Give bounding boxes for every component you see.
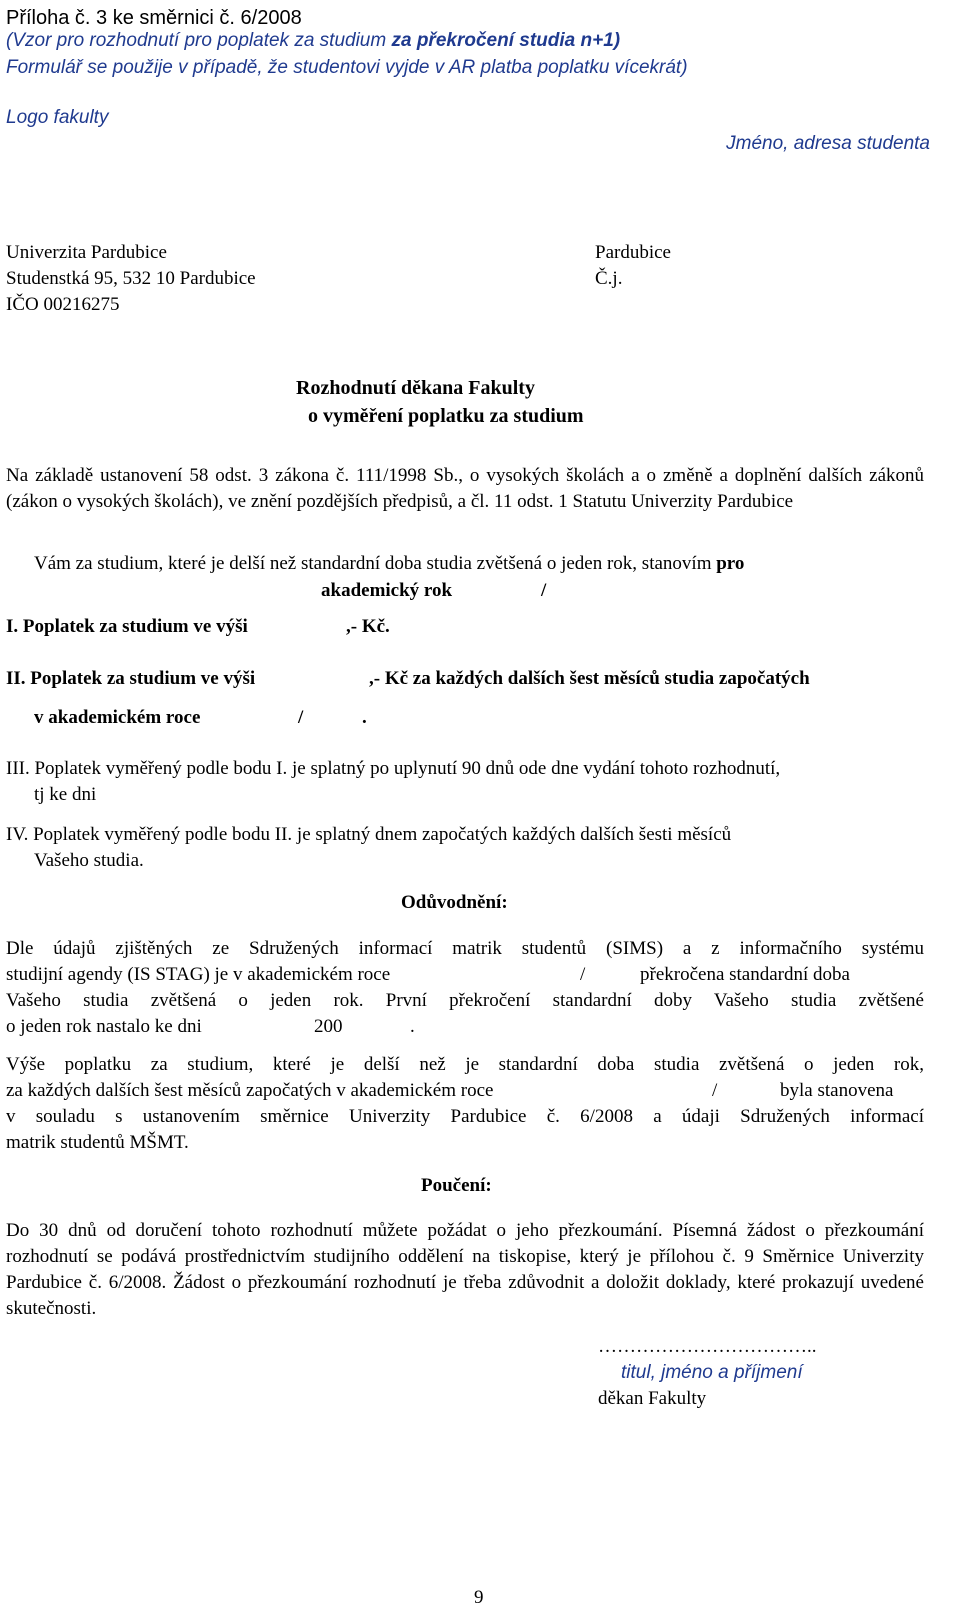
fee-paragraph-line4: matrik studentů MŠMT. [6,1132,189,1153]
justification-heading: Odůvodnění: [401,892,508,913]
place: Pardubice [595,242,671,263]
usage-note: Formulář se použije v případě, že studentovi vyjde v AR platba poplatku vícekrát) [6,57,688,78]
determination-plain: Vám za studium, které je delší než standardní doba studia zvětšená o jeden rok, stanovím [34,553,717,574]
sender-name: Univerzita Pardubice [6,242,167,263]
recipient-placeholder: Jméno, adresa studenta [726,133,930,154]
item-iii-line2: tj ke dni [34,784,97,805]
signature-role: děkan Fakulty [598,1388,707,1409]
item-i-unit: ,- Kč. [346,616,390,637]
reference-number: Č.j. [595,268,623,289]
template-note [6,30,620,53]
item-ii-unit: ,- Kč za každých dalších šest měsíců studia započatých [369,668,810,689]
item-ii-continuation: v akademickém roce [34,707,201,728]
justification-line3: Vašeho studia zvětšená o jeden rok. První překročení standardní doby Vašeho studia zvětšené [6,990,924,1011]
legal-basis-paragraph: Na základě ustanovení 58 odst. 3 zákona č. 111/1998 Sb., o vysokých školách a o změně a doplnění dalších zákonů (zákon o vysokých školách), ve znění pozdějších předpisů, a čl. 11 odst. 1 Statutu Univerzity Pardubice [6,465,924,512]
page-number: 9 [474,1587,484,1608]
justification-line1: Dle údajů zjištěných ze Sdružených informací matrik studentů (SIMS) a z informačního systému [6,938,924,959]
fee-paragraph-line2a: za každých dalších šest měsíců započatých v akademickém roce [6,1080,494,1101]
academic-year-label: akademický rok [321,580,453,601]
determination-bold: pro [716,553,745,574]
fee-paragraph-line3: v souladu s ustanovením směrnice Univerzity Pardubice č. 6/2008 a údaji Sdružených informací [6,1106,924,1127]
justification-line4a: o jeden rok nastalo ke dni [6,1016,202,1037]
logo-placeholder: Logo fakulty [6,107,109,128]
sender-street: Studenstká 95, 532 10 Pardubice [6,268,256,289]
fee-paragraph-line2-slash: / [712,1080,718,1101]
justification-line4-year: 200 [314,1016,343,1037]
signature-name-placeholder: titul, jméno a příjmení [621,1362,803,1383]
item-iii-line1: III. Poplatek vyměřený podle bodu I. je splatný po uplynutí 90 dnů ode dne vydání tohoto rozhodnutí, [6,758,781,779]
item-iv-line2: Vašeho studia. [34,850,144,871]
template-note-bold: za překročení studia n+1) [391,30,621,51]
decision-subtitle: o vyměření poplatku za studium [308,405,584,427]
sender-ico: IČO 00216275 [6,294,120,315]
decision-title: Rozhodnutí děkana Fakulty [296,377,535,399]
justification-line2-slash: / [580,964,586,985]
instruction-heading: Poučení: [421,1175,492,1196]
attachment-label: Příloha č. 3 ke směrnici č. 6/2008 [6,7,302,29]
justification-line2a: studijní agendy (IS STAG) je v akademickém roce [6,964,391,985]
signature-line: …………………………….. [598,1336,817,1357]
item-ii-label: II. Poplatek za studium ve výši [6,668,256,689]
determination-text [34,553,744,576]
justification-line2b: překročena standardní doba [640,964,850,985]
item-i-label: I. Poplatek za studium ve výši [6,616,248,637]
item-ii-dot: . [362,707,367,728]
instruction-paragraph: Do 30 dnů od doručení tohoto rozhodnutí můžete požádat o jeho přezkoumání. Písemná žádost o přezkoumání rozhodnutí se podává prostřednictvím studijního oddělení na tiskopise, který je přílohou č. 9 Směrnice Univerzity Pardubice č. 6/2008. Žádost o přezkoumání rozhodnutí je třeba zdůvodnit a doložit doklady, které prokazují uvedené skutečnosti. [6,1220,924,1319]
fee-paragraph-line1: Výše poplatku za studium, které je delší než je standardní doba studia zvětšená o jeden rok, [6,1054,924,1075]
item-ii-slash: / [298,707,304,728]
template-note-text: (Vzor pro rozhodnutí pro poplatek za studium [6,30,392,51]
justification-line4-dot: . [410,1016,415,1037]
fee-paragraph-line2b: byla stanovena [780,1080,894,1101]
academic-year-slash: / [541,580,547,601]
item-iv-line1: IV. Poplatek vyměřený podle bodu II. je splatný dnem započatých každých dalších šesti měsíců [6,824,732,845]
